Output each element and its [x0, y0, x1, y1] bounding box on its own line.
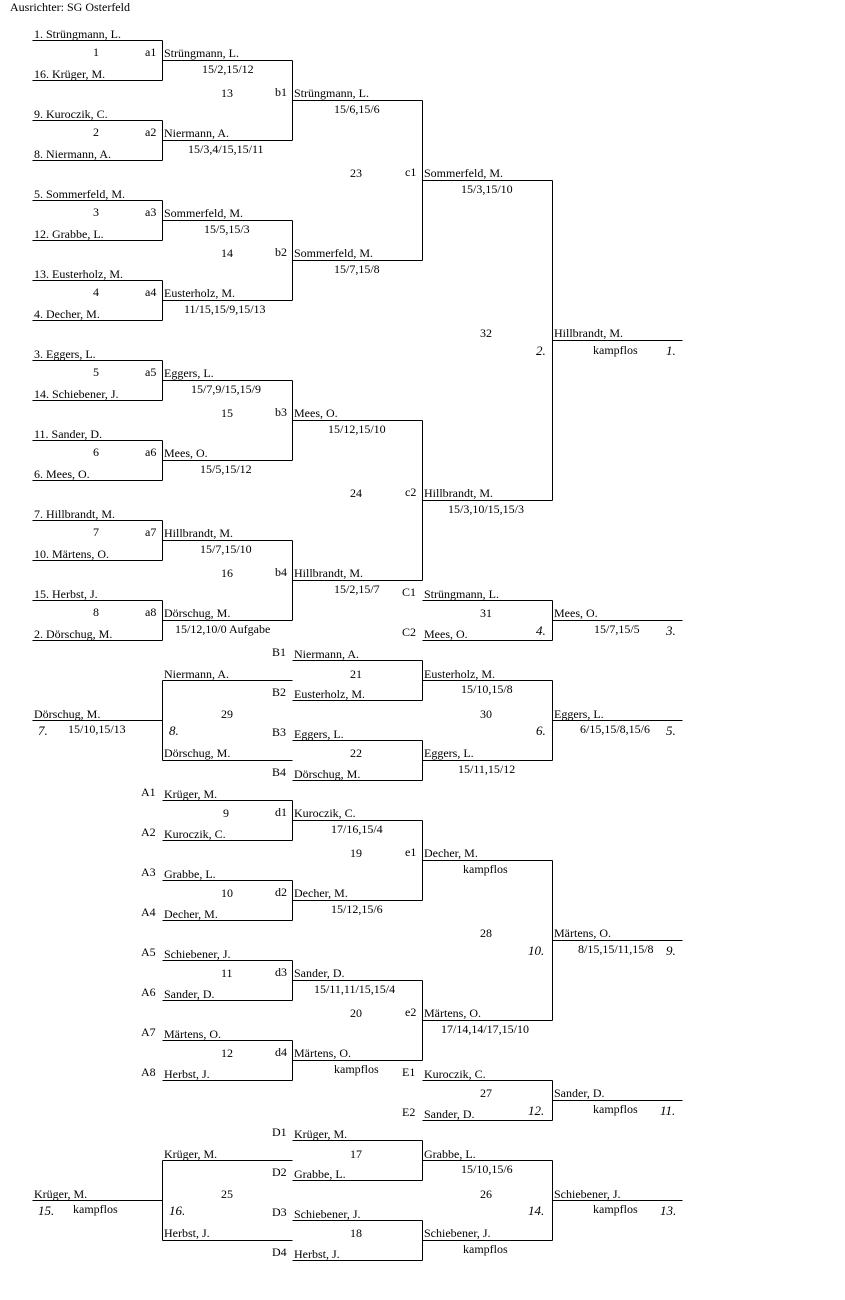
- bracket-label: a8: [145, 605, 157, 619]
- bracket-label: Sander, D.: [554, 1086, 605, 1100]
- bracket-label: B3: [272, 725, 287, 739]
- bracket-label: Dörschug, M.: [164, 606, 231, 620]
- placement-label: 4.: [536, 623, 546, 638]
- bracket-label: Niermann, A.: [294, 647, 359, 661]
- bracket-label: Dörschug, M.: [34, 707, 101, 721]
- bracket-label: 14: [221, 246, 233, 260]
- bracket-label: 15/6,15/6: [334, 102, 380, 116]
- bracket-label: D2: [272, 1165, 287, 1179]
- bracket-label: 24: [350, 486, 362, 500]
- bracket-label: Strüngmann, L.: [424, 587, 499, 601]
- bracket-label: 15/11,15/12: [458, 762, 516, 776]
- placement-label: 15.: [38, 1203, 55, 1218]
- bracket-label: 8. Niermann, A.: [34, 147, 111, 161]
- bracket-label: A4: [141, 905, 156, 919]
- bracket-label: 7. Hillbrandt, M.: [34, 507, 115, 521]
- bracket-label: b3: [275, 405, 287, 419]
- bracket-label: Schiebener, J.: [164, 947, 231, 961]
- bracket-label: 25: [221, 1187, 233, 1201]
- bracket-label: Märtens, O.: [424, 1006, 481, 1020]
- bracket-label: 16: [221, 566, 233, 580]
- bracket-label: 15/12,10/0 Aufgabe: [175, 622, 271, 636]
- placement-label: 13.: [660, 1203, 677, 1218]
- bracket-label: d4: [275, 1045, 287, 1059]
- bracket-label: Sander, D.: [424, 1107, 475, 1121]
- bracket-label: a4: [145, 285, 157, 299]
- placement-label: 12.: [528, 1103, 545, 1118]
- bracket-label: Herbst, J.: [164, 1067, 210, 1081]
- bracket-label: 8: [93, 605, 99, 619]
- bracket-label: Eusterholz, M.: [294, 687, 365, 701]
- bracket-label: Märtens, O.: [294, 1046, 351, 1060]
- bracket-label: 2: [93, 125, 99, 139]
- bracket-label: 8/15,15/11,15/8: [578, 942, 654, 956]
- bracket-label: kampflos: [593, 343, 638, 357]
- placement-label: 14.: [528, 1203, 545, 1218]
- bracket-label: kampflos: [593, 1102, 638, 1116]
- bracket-label: d2: [275, 885, 287, 899]
- bracket-label: 15/10,15/13: [68, 722, 126, 736]
- bracket-label: D1: [272, 1125, 287, 1139]
- bracket-label: 15/2,15/7: [334, 582, 380, 596]
- placement-label: 8.: [169, 723, 179, 738]
- bracket-label: 15/7,15/5: [594, 622, 640, 636]
- bracket-label: Mees, O.: [554, 606, 598, 620]
- bracket-label: 2. Dörschug, M.: [34, 627, 113, 641]
- bracket-label: kampflos: [463, 862, 508, 876]
- bracket-label: a2: [145, 125, 157, 139]
- bracket-label: 3. Eggers, L.: [34, 347, 96, 361]
- bracket-label: 7: [93, 525, 99, 539]
- bracket-label: C2: [402, 625, 417, 639]
- bracket-label: Dörschug, M.: [294, 767, 361, 781]
- bracket-label: 15/12,15/6: [331, 902, 383, 916]
- bracket-label: kampflos: [334, 1062, 379, 1076]
- bracket-label: 13: [221, 86, 233, 100]
- bracket-label: B1: [272, 645, 287, 659]
- bracket-label: A8: [141, 1065, 156, 1079]
- bracket-label: 11. Sander, D.: [34, 427, 103, 441]
- bracket-label: 20: [350, 1006, 362, 1020]
- bracket-label: e1: [405, 845, 417, 859]
- bracket-label: 30: [480, 707, 492, 721]
- bracket-label: Decher, M.: [294, 886, 348, 900]
- bracket-label: Grabbe, L.: [424, 1147, 476, 1161]
- bracket-label: a3: [145, 205, 157, 219]
- bracket-label: 19: [350, 846, 362, 860]
- bracket-label: 12. Grabbe, L.: [34, 227, 104, 241]
- placement-label: 6.: [536, 723, 546, 738]
- bracket-label: Schiebener, J.: [554, 1187, 621, 1201]
- bracket-label: B4: [272, 765, 287, 779]
- bracket-label: A2: [141, 825, 156, 839]
- bracket-label: 15/10,15/8: [461, 682, 513, 696]
- bracket-label: 6: [93, 445, 99, 459]
- bracket-label: 9: [223, 806, 229, 820]
- bracket-label: e2: [405, 1005, 417, 1019]
- bracket-label: kampflos: [593, 1202, 638, 1216]
- placement-label: 7.: [38, 723, 48, 738]
- bracket-label: 1: [93, 45, 99, 59]
- bracket-label: 15: [221, 406, 233, 420]
- bracket-label: a6: [145, 445, 157, 459]
- bracket-label: 27: [480, 1086, 492, 1100]
- bracket-label: b1: [275, 85, 287, 99]
- bracket-label: 28: [480, 926, 492, 940]
- bracket-label: Mees, O.: [424, 627, 468, 641]
- bracket-label: 17/14,14/17,15/10: [441, 1022, 530, 1036]
- bracket-label: Grabbe, L.: [294, 1167, 346, 1181]
- bracket-label: Kuroczik, C.: [164, 827, 226, 841]
- bracket-label: Krüger, M.: [164, 1147, 218, 1161]
- bracket-label: Grabbe, L.: [164, 867, 216, 881]
- bracket-label: 15/11,11/15,15/4: [314, 982, 396, 996]
- bracket-label: 15/3,10/15,15/3: [448, 502, 525, 516]
- bracket-label: Hillbrandt, M.: [164, 526, 233, 540]
- bracket-label: E2: [402, 1105, 416, 1119]
- bracket-label: A3: [141, 865, 156, 879]
- bracket-label: d1: [275, 805, 287, 819]
- bracket-label: A5: [141, 945, 156, 959]
- bracket-label: Decher, M.: [424, 846, 478, 860]
- bracket-label: d3: [275, 965, 287, 979]
- placement-label: 9.: [666, 943, 676, 958]
- bracket-label: Krüger, M.: [164, 787, 218, 801]
- bracket-label: 13. Eusterholz, M.: [34, 267, 123, 281]
- bracket-label: 11: [221, 966, 233, 980]
- bracket-label: 15/7,15/8: [334, 262, 380, 276]
- bracket-label: 15/7,15/10: [200, 542, 252, 556]
- bracket-label: Hillbrandt, M.: [554, 326, 623, 340]
- organizer-label: Ausrichter: SG Osterfeld: [10, 0, 130, 14]
- bracket-label: c1: [405, 165, 417, 179]
- bracket-label: 15/12,15/10: [328, 422, 386, 436]
- placement-label: 2.: [536, 343, 546, 358]
- bracket-label: Decher, M.: [164, 907, 218, 921]
- bracket-label: a7: [145, 525, 157, 539]
- bracket-label: 10: [221, 886, 233, 900]
- bracket-label: 3: [93, 205, 99, 219]
- bracket-label: a5: [145, 365, 157, 379]
- bracket-label: 5. Sommerfeld, M.: [34, 187, 125, 201]
- placement-label: 1.: [666, 343, 676, 358]
- bracket-label: Kuroczik, C.: [294, 806, 356, 820]
- bracket-label: Herbst, J.: [164, 1226, 210, 1240]
- bracket-label: Dörschug, M.: [164, 746, 231, 760]
- bracket-label: Mees, O.: [164, 446, 208, 460]
- bracket-label: Eggers, L.: [554, 707, 604, 721]
- bracket-label: Niermann, A.: [164, 667, 229, 681]
- bracket-label: Schiebener, J.: [294, 1207, 361, 1221]
- bracket-label: A7: [141, 1025, 156, 1039]
- bracket-label: 6. Mees, O.: [34, 467, 90, 481]
- bracket-label: 23: [350, 166, 362, 180]
- bracket-label: 15/3,4/15,15/11: [188, 142, 264, 156]
- bracket-label: 14. Schiebener, J.: [34, 387, 119, 401]
- bracket-label: 15/3,15/10: [461, 182, 513, 196]
- bracket-label: A6: [141, 985, 156, 999]
- bracket-label: 15/10,15/6: [461, 1162, 513, 1176]
- bracket-label: 26: [480, 1187, 492, 1201]
- bracket-label: Eusterholz, M.: [424, 667, 495, 681]
- bracket-label: C1: [402, 585, 417, 599]
- bracket-label: b2: [275, 245, 287, 259]
- bracket-label: D4: [272, 1245, 287, 1259]
- bracket-label: 32: [480, 326, 492, 340]
- bracket-label: 1. Strüngmann, L.: [34, 27, 121, 41]
- bracket-label: Mees, O.: [294, 406, 338, 420]
- bracket-label: Märtens, O.: [164, 1027, 221, 1041]
- bracket-label: E1: [402, 1065, 416, 1079]
- bracket-label: 15/7,9/15,15/9: [191, 382, 262, 396]
- bracket-label: Krüger, M.: [34, 1187, 88, 1201]
- bracket-label: Krüger, M.: [294, 1127, 348, 1141]
- bracket-label: 21: [350, 667, 362, 681]
- bracket-label: Kuroczik, C.: [424, 1067, 486, 1081]
- bracket-label: 5: [93, 365, 99, 379]
- bracket-label: c2: [405, 485, 417, 499]
- bracket-label: Sommerfeld, M.: [424, 166, 503, 180]
- placement-label: 16.: [169, 1203, 186, 1218]
- bracket-label: kampflos: [73, 1202, 118, 1216]
- bracket-label: 15/2,15/12: [202, 62, 254, 76]
- bracket-label: 15. Herbst, J.: [34, 587, 98, 601]
- bracket-label: Eggers, L.: [164, 366, 214, 380]
- bracket-label: b4: [275, 565, 287, 579]
- bracket-label: Schiebener, J.: [424, 1226, 491, 1240]
- bracket-label: 22: [350, 746, 362, 760]
- bracket-label: Eggers, L.: [294, 727, 344, 741]
- bracket-label: 6/15,15/8,15/6: [580, 722, 651, 736]
- placement-label: 3.: [666, 623, 676, 638]
- bracket-label: Sommerfeld, M.: [164, 206, 243, 220]
- bracket-label: 4. Decher, M.: [34, 307, 100, 321]
- bracket-label: Niermann, A.: [164, 126, 229, 140]
- bracket-label: Sander, D.: [164, 987, 215, 1001]
- bracket-label: D3: [272, 1205, 287, 1219]
- bracket-label: B2: [272, 685, 287, 699]
- bracket-label: 12: [221, 1046, 233, 1060]
- bracket-label: 18: [350, 1226, 362, 1240]
- placement-label: 11.: [660, 1103, 676, 1118]
- bracket-label: 31: [480, 606, 492, 620]
- bracket-label: 15/5,15/12: [200, 462, 252, 476]
- bracket-label: A1: [141, 785, 156, 799]
- bracket-label: Hillbrandt, M.: [294, 566, 363, 580]
- bracket-label: kampflos: [463, 1242, 508, 1256]
- bracket-label: Märtens, O.: [554, 926, 611, 940]
- bracket-label: 10. Märtens, O.: [34, 547, 109, 561]
- bracket-label: a1: [145, 45, 157, 59]
- bracket-label: 9. Kuroczik, C.: [34, 107, 108, 121]
- bracket-label: Sander, D.: [294, 966, 345, 980]
- bracket-label: 17/16,15/4: [331, 822, 383, 836]
- bracket-label: 17: [350, 1147, 362, 1161]
- bracket-label: 4: [93, 285, 99, 299]
- bracket-label: 15/5,15/3: [204, 222, 250, 236]
- placement-label: 5.: [666, 723, 676, 738]
- bracket-label: Sommerfeld, M.: [294, 246, 373, 260]
- bracket-label: 11/15,15/9,15/13: [184, 302, 266, 316]
- bracket-label: 16. Krüger, M.: [34, 67, 106, 81]
- bracket-label: Eusterholz, M.: [164, 286, 235, 300]
- bracket-label: 29: [221, 707, 233, 721]
- bracket-label: Strüngmann, L.: [294, 86, 369, 100]
- bracket-label: Eggers, L.: [424, 746, 474, 760]
- bracket-label: Strüngmann, L.: [164, 46, 239, 60]
- bracket-label: Hillbrandt, M.: [424, 486, 493, 500]
- placement-label: 10.: [528, 943, 545, 958]
- bracket-label: Herbst, J.: [294, 1247, 340, 1261]
